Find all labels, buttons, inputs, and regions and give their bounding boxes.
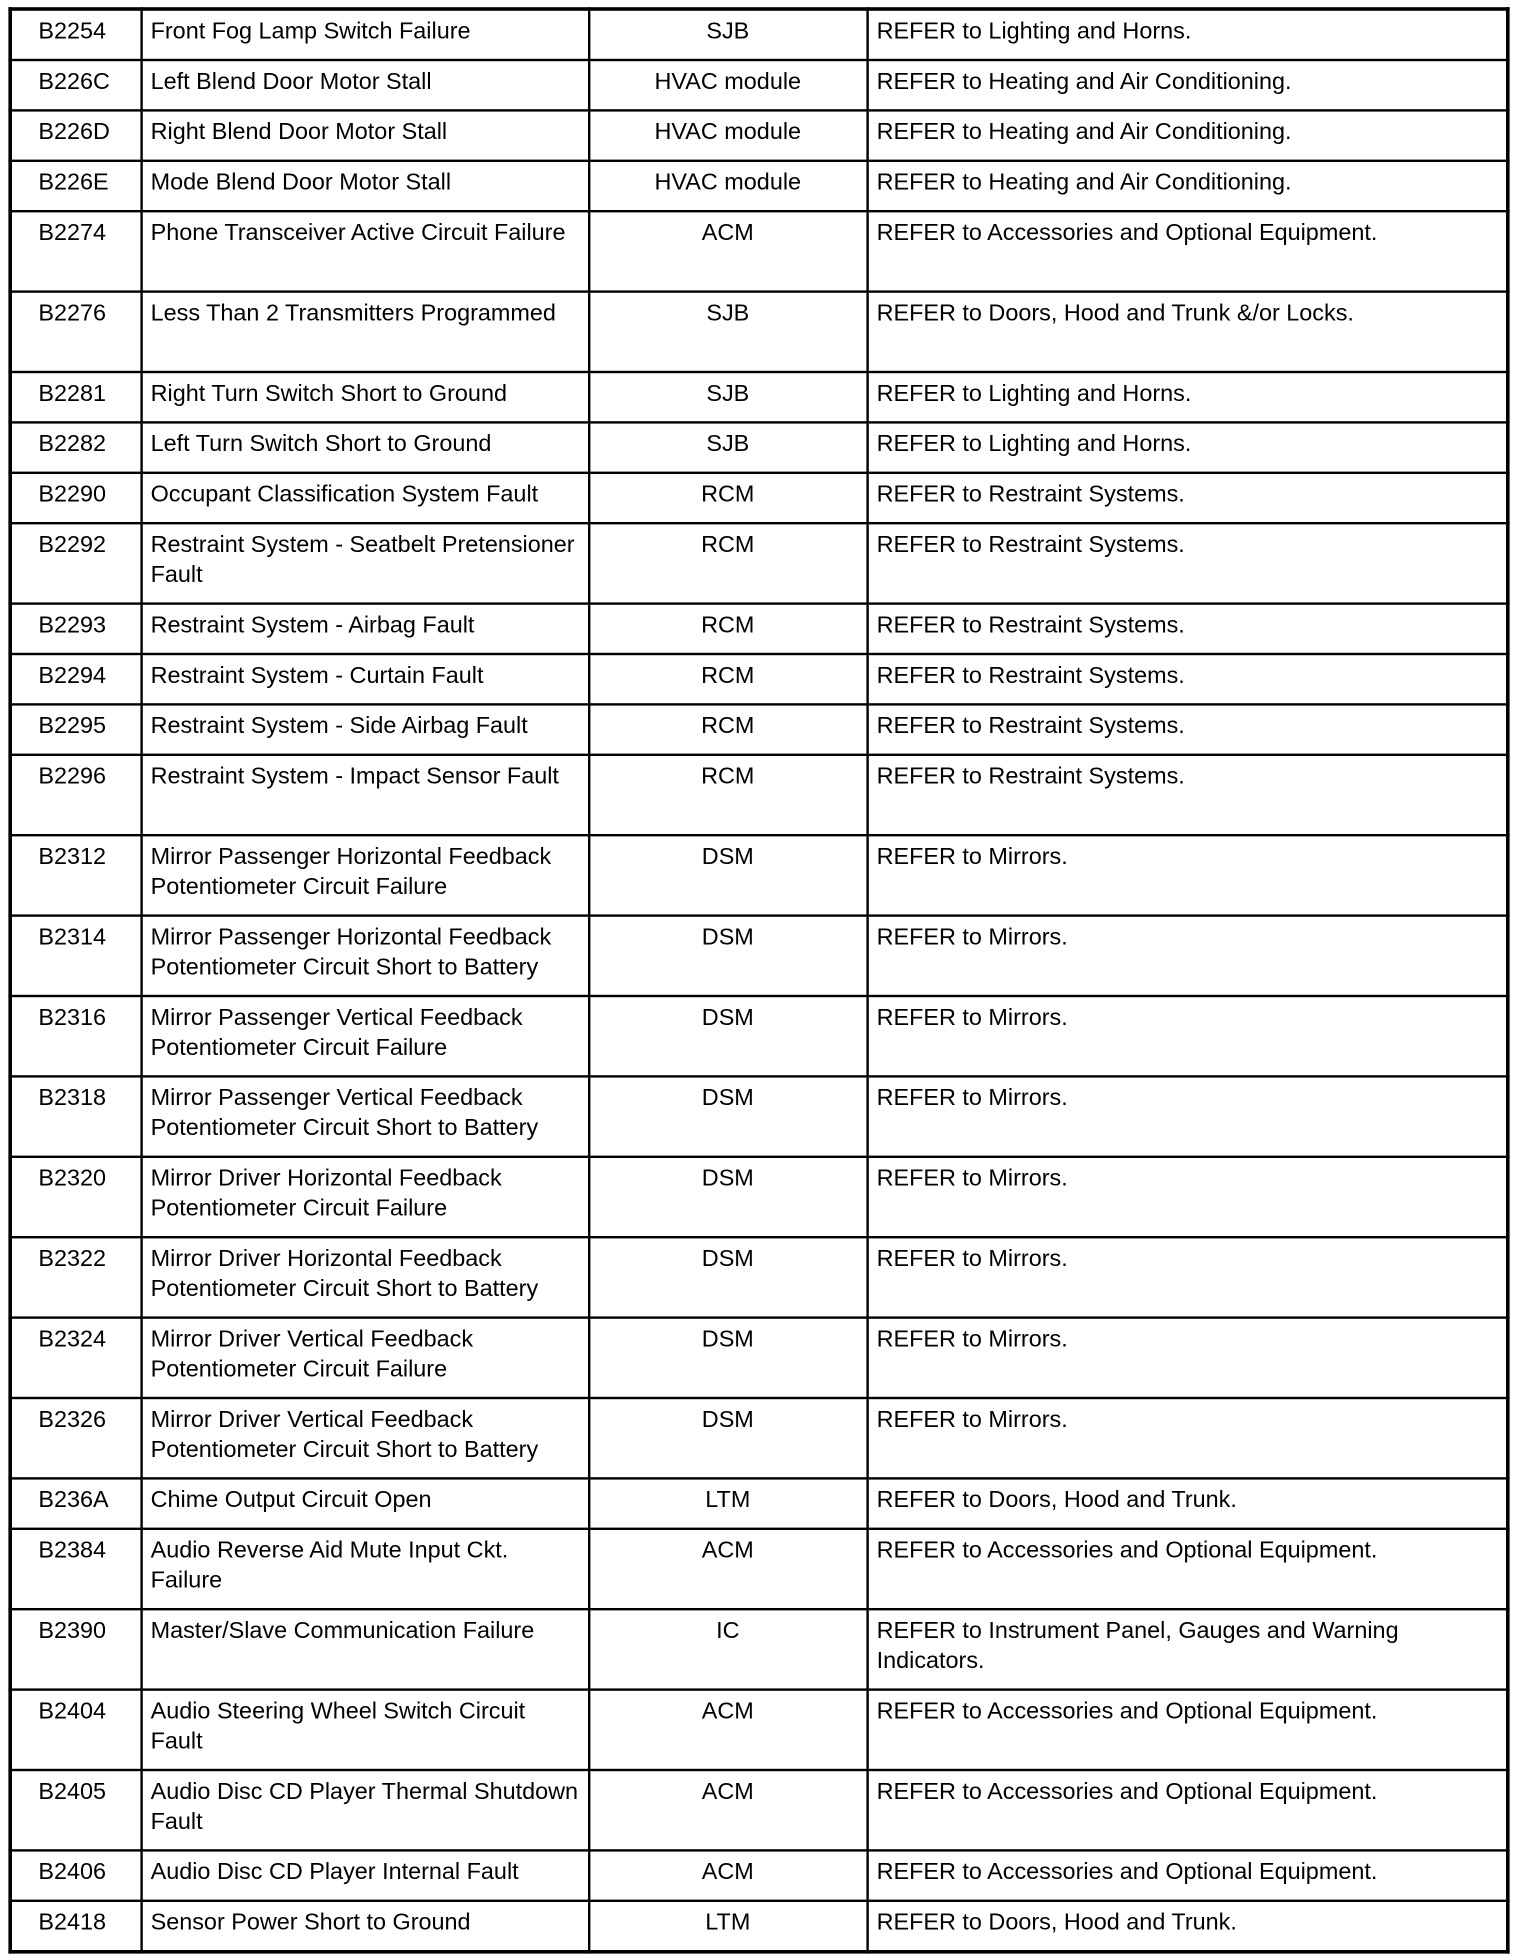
table-row [10, 704, 1508, 754]
dtc-code-cell: B2282 [10, 422, 141, 472]
dtc-module-cell: DSM [589, 996, 867, 1076]
dtc-module-cell: RCM [589, 473, 867, 523]
dtc-code-cell: B2322 [10, 1237, 141, 1317]
dtc-description-cell: Restraint System - Impact Sensor Fault [141, 755, 589, 835]
dtc-code-cell: B2314 [10, 916, 141, 996]
table-row [10, 1850, 1508, 1900]
table-row [10, 755, 1508, 835]
dtc-module-cell: DSM [589, 1318, 867, 1398]
dtc-action-cell: REFER to Instrument Panel, Gauges and Warning Indicators. [867, 1609, 1508, 1689]
dtc-description-cell: Mirror Driver Vertical Feedback Potentiometer Circuit Short to Battery [141, 1398, 589, 1478]
dtc-action-cell: REFER to Accessories and Optional Equipment. [867, 1529, 1508, 1609]
dtc-code-cell: B2320 [10, 1157, 141, 1237]
dtc-description-cell: Restraint System - Seatbelt Pretensioner Fault [141, 523, 589, 603]
dtc-code-cell: B2294 [10, 654, 141, 704]
dtc-code-cell: B2324 [10, 1318, 141, 1398]
dtc-action-cell: REFER to Mirrors. [867, 916, 1508, 996]
table-row [10, 1237, 1508, 1317]
dtc-action-cell: REFER to Accessories and Optional Equipment. [867, 1850, 1508, 1900]
dtc-module-cell: ACM [589, 1770, 867, 1850]
table-row [10, 372, 1508, 422]
dtc-description-cell: Mirror Driver Horizontal Feedback Potentiometer Circuit Short to Battery [141, 1237, 589, 1317]
dtc-description-cell: Phone Transceiver Active Circuit Failure [141, 211, 589, 291]
dtc-description-cell: Audio Disc CD Player Thermal Shutdown Fault [141, 1770, 589, 1850]
dtc-action-cell: REFER to Mirrors. [867, 1157, 1508, 1237]
dtc-code-cell: B2274 [10, 211, 141, 291]
dtc-module-cell: DSM [589, 1398, 867, 1478]
dtc-code-cell: B2295 [10, 704, 141, 754]
table-row [10, 1901, 1508, 1952]
table-row [10, 1770, 1508, 1850]
dtc-module-cell: RCM [589, 704, 867, 754]
dtc-module-cell: RCM [589, 604, 867, 654]
dtc-code-cell: B226C [10, 60, 141, 110]
dtc-action-cell: REFER to Restraint Systems. [867, 473, 1508, 523]
dtc-description-cell: Occupant Classification System Fault [141, 473, 589, 523]
dtc-module-cell: DSM [589, 916, 867, 996]
dtc-code-cell: B2312 [10, 835, 141, 915]
dtc-action-cell: REFER to Accessories and Optional Equipment. [867, 211, 1508, 291]
dtc-module-cell: DSM [589, 1237, 867, 1317]
dtc-action-cell: REFER to Mirrors. [867, 1398, 1508, 1478]
dtc-description-cell: Right Turn Switch Short to Ground [141, 372, 589, 422]
table-row [10, 1318, 1508, 1398]
dtc-description-cell: Master/Slave Communication Failure [141, 1609, 589, 1689]
dtc-description-cell: Restraint System - Curtain Fault [141, 654, 589, 704]
dtc-description-cell: Mode Blend Door Motor Stall [141, 161, 589, 211]
dtc-action-cell: REFER to Restraint Systems. [867, 523, 1508, 603]
table-row [10, 1157, 1508, 1237]
dtc-code-cell: B236A [10, 1478, 141, 1528]
dtc-module-cell: DSM [589, 1157, 867, 1237]
dtc-action-cell: REFER to Mirrors. [867, 835, 1508, 915]
dtc-code-cell: B2254 [10, 9, 141, 60]
dtc-description-cell: Left Turn Switch Short to Ground [141, 422, 589, 472]
dtc-code-cell: B2316 [10, 996, 141, 1076]
table-row [10, 60, 1508, 110]
dtc-description-cell: Mirror Passenger Horizontal Feedback Potentiometer Circuit Short to Battery [141, 916, 589, 996]
dtc-module-cell: ACM [589, 1529, 867, 1609]
dtc-action-cell: REFER to Heating and Air Conditioning. [867, 161, 1508, 211]
dtc-action-cell: REFER to Mirrors. [867, 1076, 1508, 1156]
dtc-description-cell: Mirror Driver Horizontal Feedback Potentiometer Circuit Failure [141, 1157, 589, 1237]
dtc-code-cell: B2384 [10, 1529, 141, 1609]
table-row [10, 604, 1508, 654]
dtc-description-cell: Restraint System - Airbag Fault [141, 604, 589, 654]
dtc-action-cell: REFER to Mirrors. [867, 1318, 1508, 1398]
dtc-action-cell: REFER to Mirrors. [867, 1237, 1508, 1317]
dtc-module-cell: ACM [589, 1690, 867, 1770]
table-row [10, 996, 1508, 1076]
dtc-action-cell: REFER to Restraint Systems. [867, 704, 1508, 754]
table-row [10, 211, 1508, 291]
table-row [10, 1529, 1508, 1609]
dtc-description-cell: Mirror Passenger Vertical Feedback Potentiometer Circuit Short to Battery [141, 1076, 589, 1156]
dtc-code-cell: B2390 [10, 1609, 141, 1689]
table-row [10, 523, 1508, 603]
dtc-code-cell: B2281 [10, 372, 141, 422]
dtc-action-cell: REFER to Restraint Systems. [867, 654, 1508, 704]
dtc-description-cell: Mirror Passenger Horizontal Feedback Potentiometer Circuit Failure [141, 835, 589, 915]
dtc-code-cell: B2406 [10, 1850, 141, 1900]
dtc-code-cell: B226E [10, 161, 141, 211]
dtc-module-cell: HVAC module [589, 161, 867, 211]
dtc-code-cell: B2276 [10, 292, 141, 372]
dtc-description-cell: Audio Steering Wheel Switch Circuit Fault [141, 1690, 589, 1770]
dtc-action-cell: REFER to Restraint Systems. [867, 755, 1508, 835]
dtc-description-cell: Mirror Driver Vertical Feedback Potentiometer Circuit Failure [141, 1318, 589, 1398]
table-row [10, 1076, 1508, 1156]
dtc-table [8, 7, 1509, 1953]
dtc-code-cell: B2292 [10, 523, 141, 603]
dtc-module-cell: SJB [589, 9, 867, 60]
dtc-description-cell: Audio Reverse Aid Mute Input Ckt. Failure [141, 1529, 589, 1609]
dtc-action-cell: REFER to Lighting and Horns. [867, 372, 1508, 422]
table-row [10, 422, 1508, 472]
dtc-action-cell: REFER to Lighting and Horns. [867, 9, 1508, 60]
table-row [10, 654, 1508, 704]
table-row [10, 916, 1508, 996]
table-row [10, 110, 1508, 160]
dtc-module-cell: RCM [589, 654, 867, 704]
dtc-action-cell: REFER to Lighting and Horns. [867, 422, 1508, 472]
table-row [10, 292, 1508, 372]
dtc-description-cell: Audio Disc CD Player Internal Fault [141, 1850, 589, 1900]
dtc-module-cell: RCM [589, 755, 867, 835]
dtc-action-cell: REFER to Heating and Air Conditioning. [867, 110, 1508, 160]
dtc-module-cell: SJB [589, 422, 867, 472]
dtc-module-cell: SJB [589, 292, 867, 372]
dtc-code-cell: B226D [10, 110, 141, 160]
table-row [10, 1690, 1508, 1770]
dtc-action-cell: REFER to Doors, Hood and Trunk. [867, 1901, 1508, 1952]
dtc-description-cell: Chime Output Circuit Open [141, 1478, 589, 1528]
table-row [10, 1478, 1508, 1528]
dtc-action-cell: REFER to Doors, Hood and Trunk &/or Locks. [867, 292, 1508, 372]
dtc-code-cell: B2404 [10, 1690, 141, 1770]
dtc-module-cell: ACM [589, 1850, 867, 1900]
dtc-description-cell: Mirror Passenger Vertical Feedback Potentiometer Circuit Failure [141, 996, 589, 1076]
dtc-description-cell: Less Than 2 Transmitters Programmed [141, 292, 589, 372]
dtc-module-cell: HVAC module [589, 60, 867, 110]
dtc-code-cell: B2405 [10, 1770, 141, 1850]
dtc-module-cell: RCM [589, 523, 867, 603]
dtc-module-cell: IC [589, 1609, 867, 1689]
dtc-action-cell: REFER to Accessories and Optional Equipment. [867, 1690, 1508, 1770]
dtc-description-cell: Restraint System - Side Airbag Fault [141, 704, 589, 754]
dtc-description-cell: Sensor Power Short to Ground [141, 1901, 589, 1952]
dtc-description-cell: Right Blend Door Motor Stall [141, 110, 589, 160]
dtc-action-cell: REFER to Doors, Hood and Trunk. [867, 1478, 1508, 1528]
dtc-module-cell: DSM [589, 835, 867, 915]
dtc-code-cell: B2296 [10, 755, 141, 835]
dtc-description-cell: Left Blend Door Motor Stall [141, 60, 589, 110]
table-row [10, 835, 1508, 915]
table-row [10, 9, 1508, 60]
dtc-module-cell: ACM [589, 211, 867, 291]
dtc-description-cell: Front Fog Lamp Switch Failure [141, 9, 589, 60]
dtc-module-cell: LTM [589, 1478, 867, 1528]
dtc-code-cell: B2293 [10, 604, 141, 654]
dtc-module-cell: LTM [589, 1901, 867, 1952]
dtc-action-cell: REFER to Heating and Air Conditioning. [867, 60, 1508, 110]
dtc-table-body [10, 9, 1508, 1952]
dtc-action-cell: REFER to Mirrors. [867, 996, 1508, 1076]
table-row [10, 161, 1508, 211]
dtc-action-cell: REFER to Accessories and Optional Equipment. [867, 1770, 1508, 1850]
dtc-code-cell: B2318 [10, 1076, 141, 1156]
dtc-module-cell: DSM [589, 1076, 867, 1156]
dtc-code-cell: B2418 [10, 1901, 141, 1952]
table-row [10, 1398, 1508, 1478]
dtc-action-cell: REFER to Restraint Systems. [867, 604, 1508, 654]
table-row [10, 473, 1508, 523]
dtc-module-cell: SJB [589, 372, 867, 422]
dtc-code-cell: B2290 [10, 473, 141, 523]
table-row [10, 1609, 1508, 1689]
dtc-code-cell: B2326 [10, 1398, 141, 1478]
dtc-module-cell: HVAC module [589, 110, 867, 160]
